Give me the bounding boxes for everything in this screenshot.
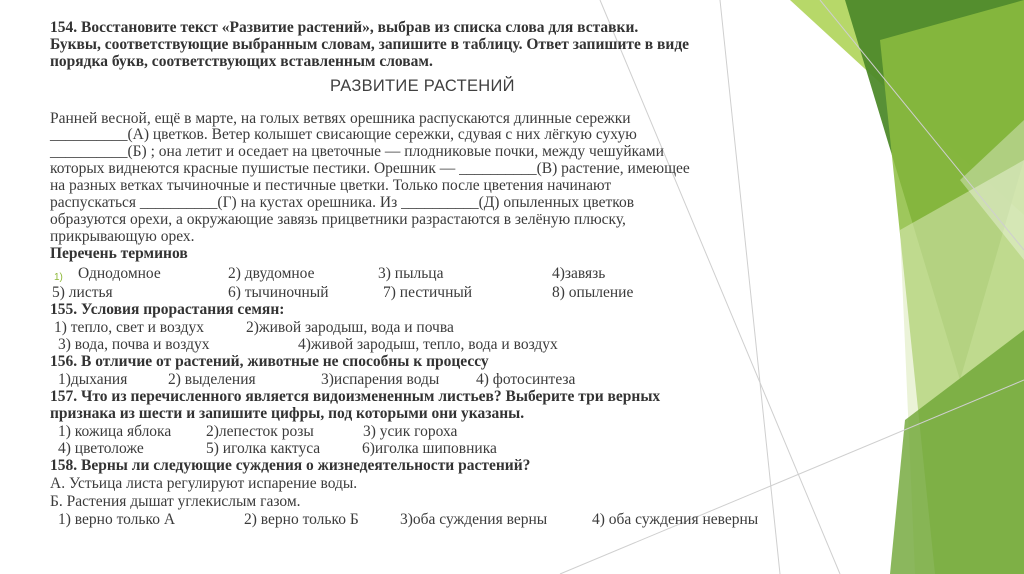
- body-line-8: прикрывающую орех.: [50, 228, 195, 245]
- terms-header: Перечень терминов: [50, 245, 188, 262]
- task-155-option-2: 2)живой зародыш, вода и почва: [246, 319, 454, 336]
- task-156-option-1: 1)дыхания: [58, 371, 128, 388]
- task-155-option-1: 1) тепло, свет и воздух: [54, 319, 204, 336]
- body-line-3: __________(Б) ; она летит и оседает на цветочные — плодниковые почки, между чешуйками: [50, 143, 664, 160]
- task-157-option-5: 5) иголка кактуса: [206, 440, 321, 457]
- task-155-title: 155. Условия прорастания семян:: [50, 301, 285, 318]
- task-157-title-line-2: признака из шести и запишите цифры, под которыми они указаны.: [50, 405, 525, 422]
- task-158-option-3: 3)оба суждения верны: [400, 511, 548, 528]
- task-156-option-3: 3)испарения воды: [321, 371, 440, 388]
- task-158-title: 158. Верны ли следующие суждения о жизнедеятельности растений?: [50, 457, 531, 474]
- task-157-option-3: 3) усик гороха: [363, 423, 458, 440]
- term-3: 3) пыльца: [378, 265, 444, 282]
- text-heading: РАЗВИТИЕ РАСТЕНИЙ: [330, 77, 515, 95]
- task-158-option-2: 2) верно только Б: [244, 511, 359, 528]
- body-line-1: Ранней весной, ещё в марте, на голых ветвях орешника распускаются длинные сережки: [50, 110, 631, 127]
- term-6: 6) тычиночный: [228, 284, 329, 301]
- body-line-4: которых виднеются красные пушистые пестики. Орешник — __________(В) растение, имеющее: [50, 160, 690, 177]
- term-7: 7) пестичный: [383, 284, 473, 301]
- task-155-option-4: 4)живой зародыш, тепло, вода и воздух: [298, 336, 558, 353]
- task-157-option-1: 1) кожица яблока: [58, 423, 172, 440]
- task-158-statement-b: Б. Растения дышат углекислым газом.: [50, 493, 301, 510]
- body-line-6: распускаться __________(Г) на кустах орешника. Из __________(Д) опыленных цветков: [50, 194, 635, 211]
- body-line-7: образуются орехи, а окружающие завязь прицветники разрастаются в зелёную плюску,: [50, 211, 626, 228]
- task-157-option-6: 6)иголка шиповника: [362, 440, 497, 457]
- task-157-title-line-1: 157. Что из перечисленного является видоизмененным листьев? Выберите три верных: [50, 388, 661, 405]
- body-line-2: __________(А) цветков. Ветер колышет свисающие сережки, сдувая с них лёгкую сухую: [50, 126, 637, 143]
- term-2: 2) двудомное: [228, 265, 315, 282]
- task-155-option-3: 3) вода, почва и воздух: [58, 336, 210, 353]
- task-154-line-2: Буквы, соответствующие выбранным словам, запишите в таблицу. Ответ запишите в виде: [50, 36, 690, 53]
- task-156-title: 156. В отличие от растений, животные не способны к процессу: [50, 353, 489, 370]
- task-156-option-2: 2) выделения: [168, 371, 256, 388]
- task-156-option-4: 4) фотосинтеза: [476, 371, 576, 388]
- task-157-option-2: 2)лепесток розы: [206, 423, 314, 440]
- task-157-option-4: 4) цветоложе: [58, 440, 144, 457]
- task-154-line-3: порядка букв, соответствующих вставленным словам.: [50, 53, 433, 70]
- term-8: 8) опыление: [552, 284, 634, 301]
- body-line-5: на разных ветках тычиночные и пестичные цветки. Только после цветения начинают: [50, 177, 612, 194]
- term-5: 5) листья: [52, 284, 113, 301]
- task-154-line-1: 154. Восстановите текст «Развитие растений», выбрав из списка слова для вставки.: [50, 19, 639, 36]
- task-158-option-4: 4) оба суждения неверны: [592, 511, 759, 528]
- terms-bullet-number: 1): [54, 272, 63, 283]
- term-4: 4)завязь: [552, 265, 606, 282]
- task-158-option-1: 1) верно только А: [58, 511, 176, 528]
- term-1: Однодомное: [78, 265, 161, 282]
- task-158-statement-a: А. Устьица листа регулируют испарение воды.: [50, 475, 358, 492]
